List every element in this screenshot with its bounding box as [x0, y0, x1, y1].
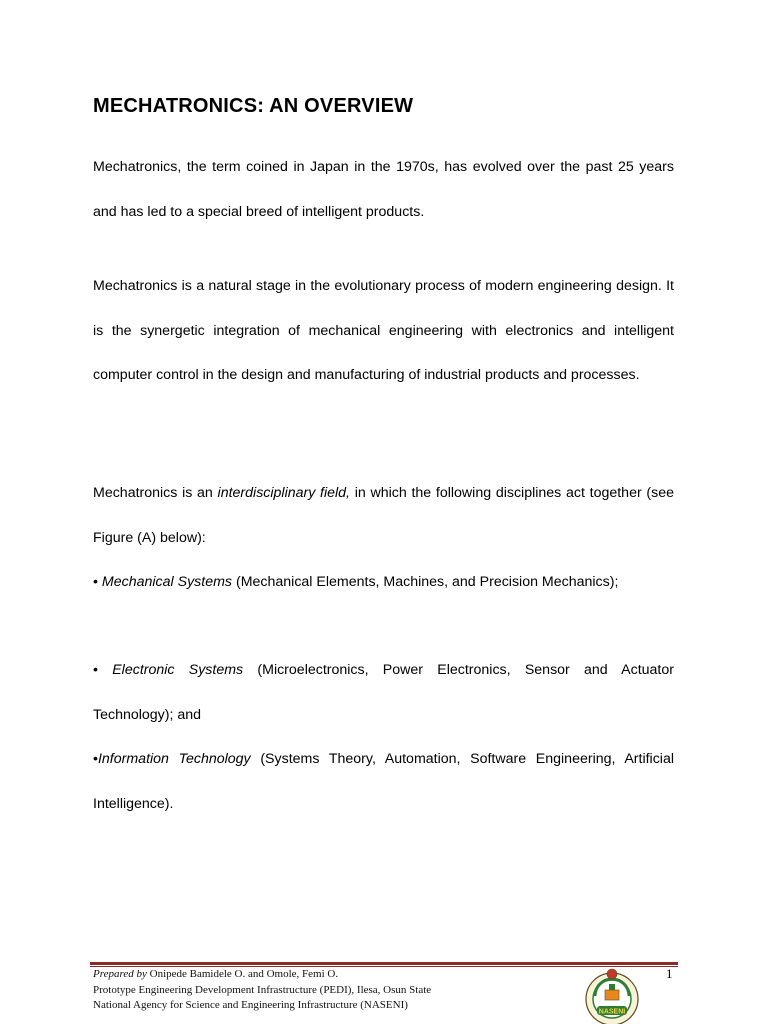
footer-rule: [90, 962, 678, 965]
bullet-marker: •: [93, 751, 98, 767]
page-number: 1: [666, 966, 673, 981]
bullet-description: (Mechanical Elements, Machines, and Precision Mechanics);: [232, 574, 619, 590]
bullet-description: (Microelectronics, Power Electronics, Sensor and Actuator Technology); and: [93, 662, 674, 723]
bullet-information-technology: [93, 737, 674, 826]
footer-agency: National Agency for Science and Engineering Infrastructure (NASENI): [93, 999, 408, 1011]
paragraph-intro: Mechatronics, the term coined in Japan in the 1970s, has evolved over the past 25 years and has led to a special breed of intelligent products.: [93, 159, 674, 220]
bullet-term: Information Technology: [97, 751, 251, 767]
paragraph-disciplines-lead: Mechatronics is an: [93, 485, 218, 501]
emphasis-interdisciplinary: interdisciplinary field,: [217, 485, 351, 501]
bullet-mechanical-systems: [93, 560, 674, 605]
footer-authors: Onipede Bamidele O. and Omole, Femi O.: [146, 968, 339, 980]
document-title: MECHATRONICS: AN OVERVIEW: [93, 95, 414, 117]
logo-wordmark: NASENI: [598, 1008, 626, 1016]
footer-credits: [93, 967, 573, 1014]
naseni-logo: [581, 966, 643, 1024]
bullet-marker: •: [93, 574, 102, 590]
bullet-term: Electronic Systems: [112, 662, 244, 678]
bullet-electronic-systems: [93, 648, 674, 737]
bullet-marker: •: [93, 662, 113, 678]
bullet-term: Mechanical Systems: [101, 574, 233, 590]
paragraph-definition: Mechatronics is a natural stage in the evolutionary process of modern engineering design. It is the synergetic integration of mechanical engineering with electronics and intelligent computer control in the design and manufacturing of industrial products and processes.: [93, 278, 674, 383]
footer-prepared-label: Prepared by: [93, 968, 147, 980]
paragraph-disciplines-tail: in which the following disciplines act together (see Figure (A) below):: [93, 485, 675, 546]
paragraph-disciplines: [93, 471, 674, 560]
footer-prepared-by: [93, 967, 573, 983]
bullet-description: (Systems Theory, Automation, Software Engineering, Artificial Intelligence).: [93, 751, 674, 812]
footer-institution: Prototype Engineering Development Infrastructure (PEDI), Ilesa, Osun State: [93, 983, 432, 996]
